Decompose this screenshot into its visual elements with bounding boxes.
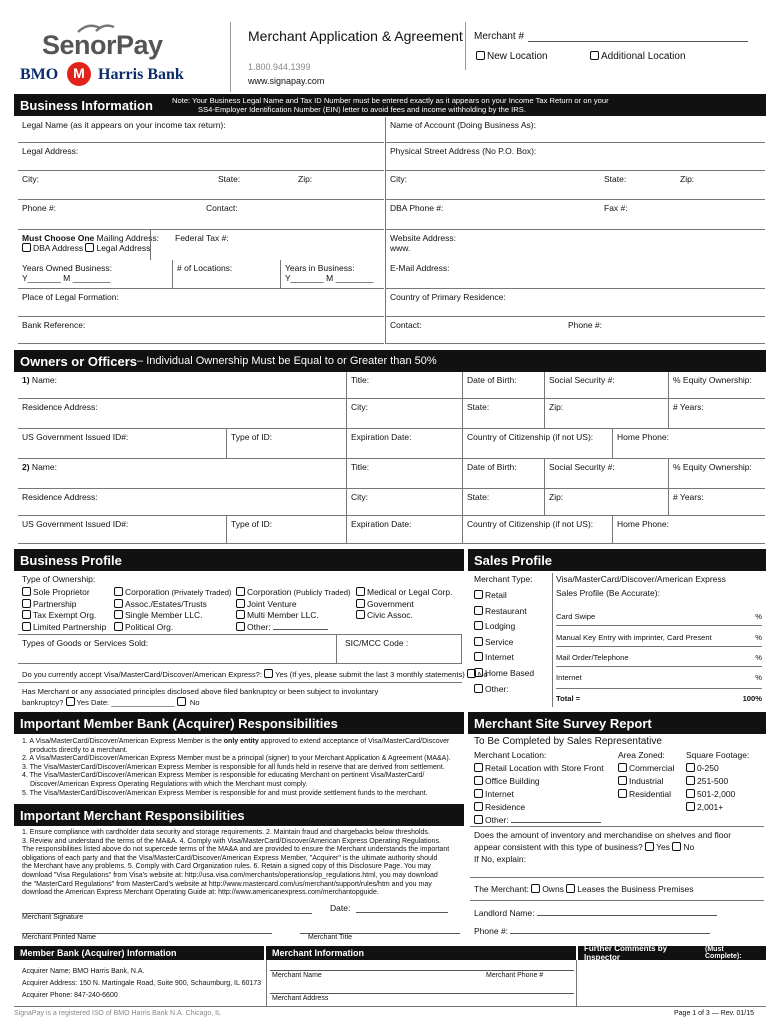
owner1-home-phone[interactable]: Home Phone: [612,429,765,459]
owner2-idtype[interactable]: Type of ID: [226,516,346,544]
owner1-years[interactable]: # Years: [668,399,765,429]
goods-services-field[interactable]: Types of Goods or Services Sold: [18,634,336,664]
square-footage: Square Footage: 0-250 251-500 501-2,000 2,001+ [686,750,750,812]
site-survey-header: Merchant Site Survey Report [468,712,766,734]
bmo-wordmark: BMO [20,66,59,83]
ownership-col-2: Corporation (Privately Traded) Assoc./Estates/Trusts Single Member LLC. Political Org. [114,587,231,633]
harris-bank-wordmark: Harris Bank [98,66,184,83]
comments-box[interactable] [578,960,766,1006]
legal-name-field[interactable]: Legal Name (as it appears on your income tax return): [18,117,384,143]
merchant-name-line[interactable] [270,970,574,971]
merchant-resp-header: Important Merchant Responsibilities [14,804,464,826]
dba-phone-fax-row[interactable]: DBA Phone #: Fax #: [385,200,765,230]
physical-address-field[interactable]: Physical Street Address (No P.O. Box): [385,143,765,171]
owner1-expiration[interactable]: Expiration Date: [346,429,462,459]
business-profile-header: Business Profile [14,549,464,571]
bank-reference-field[interactable]: Bank Reference: [18,317,384,344]
comments-header: Further Comments by Inspector (Must Complete): [578,946,766,960]
merchant-phone-label: Merchant Phone # [486,972,544,979]
senorpay-logo [40,20,170,60]
footer-iso-note: SignaPay is a registered ISO of BMO Harris Bank N.A. Chicago, IL [14,1010,221,1017]
owner2-zip[interactable]: Zip: [544,489,668,516]
business-info-header: Business Information [14,94,766,116]
place-of-formation-field[interactable]: Place of Legal Formation: [18,289,384,317]
owner1-zip[interactable]: Zip: [544,399,668,429]
owner1-idtype[interactable]: Type of ID: [226,429,346,459]
date-field[interactable] [356,912,448,913]
email-field[interactable]: E-Mail Address: [385,260,765,289]
website-field[interactable]: Website Address: www. [385,230,765,260]
phys-city-state-zip-row[interactable]: City: State: Zip: [385,171,765,200]
sales-profile-header: Sales Profile [468,549,766,571]
owner2-title[interactable]: Title: [346,459,462,489]
owner1-dob[interactable]: Date of Birth: [462,372,544,399]
sales-profile-table: Visa/MasterCard/Discover/American Express Sales Profile (Be Accurate): [556,574,726,598]
checkbox[interactable] [22,243,31,252]
owner1-govid[interactable]: US Government Issued ID#: [18,429,226,459]
senorpay-wordmark: SenorPay [42,30,163,60]
sales-row-card-swipe[interactable]: Card Swipe % [556,612,762,626]
premises-question: The Merchant: Owns Leases the Business Premises [474,884,694,894]
merchant-number-field[interactable] [528,41,748,42]
merchant-resp-list: 1. Ensure compliance with cardholder data security and storage requirements. 2. Maintain fraud and chargebacks below thresholds. 3. Review and understand the terms of the MA&A. 4. Comply with Visa/MasterCard/Discover/American Express Operating Regulations. The responsibilities listed above do not supercede terms of the MA&A and are provided to ensure the Merchant understands the important obligations of each party and that the Visa/MasterCard/Discover/American Express Member, "Acquirer" is the ultimate authority should the Merchant have any problems. 5. Comply with Card Organization rules. 6. Retain a signed copy of this Disclosure Page. You may download "Visa Regulations" from Visa's website at: http://usa.visa.com/merchants/operations/op_regulations.html, you may download the "MasterCard Regulations" from MasterCard's website at http://www.mastercard.com/us/merchant/support/rules/htm and you may download the American Express Merchant Operating Guide at: http://www.americanexpress.com/merchantopguide. [22,829,450,897]
website: www.signapay.com [248,76,325,86]
owner2-state[interactable]: State: [462,489,544,516]
merchant-address-line[interactable] [270,993,574,994]
owner2-citizenship[interactable]: Country of Citizenship (if not US): [462,516,612,544]
sales-row-manual-key[interactable]: Manual Key Entry with imprinter, Card Present % [556,633,762,647]
irs-note: Note: Your Business Legal Name and Tax ID Number must be entered exactly as it appears on your Income Tax Return or on your SS4-Employer Identification Number (EIN) letter to avoid fees and income withholding by the IRS. [172,96,609,114]
accept-cards-question: Do you currently accept Visa/MasterCard/Discover/American Express?: Yes (If yes, please submit the last 3 monthly statements) No [22,670,488,679]
merchant-name-label: Merchant Name [272,972,322,979]
inventory-question: Does the amount of inventory and merchandise on shelves and floor appear consistent with this type of business? Yes No If No, explain: [474,830,732,864]
landlord-phone[interactable]: Phone #: [474,926,710,936]
bmo-roundel-icon: M [67,62,91,86]
member-bank-list: 1. A Visa/MasterCard/Discover/American Express Member is the only entity approved to extend acceptance of Visa/MasterCard/Discover products directly to a merchant. 2. A Visa/MasterCard/Discover/American Express Member must be a principal (signer) to your Merchant Application & Agreement (MA&A). 3. The Visa/MasterCard/Discover/American Express Member is responsible for all funds held in reserve that are derived from settlement. 4. The Visa/MasterCard/Discover/American Express Member is responsible for educating Merchant on pertinent Visa/MasterCard/ Discover/American Express Operating Regulations with which the Merchant must comply. 5. The Visa/MasterCard/Discover/American Express Member is responsible for and must provide settlement funds to the merchant. [22,738,451,797]
survey-by: To Be Completed by Sales Representative [474,736,662,747]
bank-contact-field[interactable]: Contact: Phone #: [385,317,765,344]
acquirer-info: Acquirer Name: BMO Harris Bank, N.A. Acquirer Address: 150 N. Martingale Road, Suite 900, Schaumburg, IL 60173 Acquirer Phone: 847-240-6600 [22,968,262,999]
ownership-col-3: Corporation (Publicly Traded) Joint Venture Multi Member LLC. Other: [236,587,351,633]
member-bank-info-header: Member Bank (Acquirer) Information [14,946,264,960]
owner1-residence[interactable]: Residence Address: [18,399,346,429]
ownership-type: Type of Ownership: Sole Proprietor Partnership Tax Exempt Org. Limited Partnership Corporation (Privately Traded) Assoc./Estates/Trusts Single Member LLC. Political Org. Corporation (Publicly Traded) Joint Venture Multi Member LLC. Other: Medical or Legal Corp. Government Civic Assoc. [22,574,453,632]
merchant-title-label: Merchant Title [308,934,352,941]
checkbox[interactable] [476,51,485,60]
merchant-address-label: Merchant Address [272,995,329,1002]
merchant-type: Merchant Type: Retail Restaurant Lodging Service Internet Home Based Other: [474,574,535,694]
ownership-col-4: Medical or Legal Corp. Government Civic Assoc. [356,587,453,622]
checkbox[interactable] [590,51,599,60]
owner1-name[interactable]: 1) Name: [18,372,346,399]
locations-field[interactable]: # of Locations: [172,260,280,289]
owner2-equity[interactable]: % Equity Ownership: [668,459,765,489]
ownership-col-1: Sole Proprietor Partnership Tax Exempt Org. Limited Partnership [22,587,106,633]
federal-tax-field[interactable]: Federal Tax #: [150,230,384,260]
sales-row-internet[interactable]: Internet % [556,673,762,689]
owner2-home-phone[interactable]: Home Phone: [612,516,765,544]
owner1-ssn[interactable]: Social Security #: [544,372,668,399]
merchant-signature-label: Merchant Signature [22,914,84,921]
sales-total: Total = 100% [556,694,762,703]
country-residence-field[interactable]: Country of Primary Residence: [385,289,765,317]
bankruptcy-question: Has Merchant or any associated principles disclosed above filed bankruptcy or been subject to involuntary bankruptcy? Yes Date: _______________ No [22,687,379,707]
legal-address-field[interactable]: Legal Address: [18,143,384,171]
merchant-printed-name-label: Merchant Printed Name [22,934,96,941]
sic-mcc-field[interactable]: SIC/MCC Code : [336,634,462,664]
owner2-expiration[interactable]: Expiration Date: [346,516,462,544]
owner2-ssn[interactable]: Social Security #: [544,459,668,489]
owner2-govid[interactable]: US Government Issued ID#: [18,516,226,544]
years-owned-field[interactable]: Years Owned Business: Y_______ M ________ [18,260,172,289]
owner2-years[interactable]: # Years: [668,489,765,516]
merchant-location: Merchant Location: Retail Location with Store Front Office Building Internet Residence Other: [474,750,604,825]
form-title: Merchant Application & Agreement [248,28,463,44]
owner1-title[interactable]: Title: [346,372,462,399]
city-state-zip-row[interactable]: City: State: Zip: [18,171,384,200]
owner2-city[interactable]: City: [346,489,462,516]
area-zoned: Area Zoned: Commercial Industrial Residential [618,750,675,799]
date-label: Date: [330,903,351,913]
new-location-option[interactable]: New Location [476,51,548,62]
owner2-name[interactable]: 2) Name: [18,459,346,489]
sales-row-mail-order[interactable]: Mail Order/Telephone % [556,653,762,667]
member-bank-header: Important Member Bank (Acquirer) Responsibilities [14,712,464,734]
checkbox[interactable] [85,243,94,252]
owner1-state[interactable]: State: [462,399,544,429]
additional-location-option[interactable]: Additional Location [590,51,686,62]
dba-name-field[interactable]: Name of Account (Doing Business As): [385,117,765,143]
owner2-dob[interactable]: Date of Birth: [462,459,544,489]
owner1-equity[interactable]: % Equity Ownership: [668,372,765,399]
page-number: Page 1 of 3 — Rev. 01/15 [674,1010,755,1017]
owner1-citizenship[interactable]: Country of Citizenship (if not US): [462,429,612,459]
merchant-info-header: Merchant Information [266,946,576,960]
mailing-address-choice[interactable]: Must Choose One Mailing Address: DBA Address Legal Address [22,233,159,253]
years-in-business-field[interactable]: Years in Business: Y_______ M ________ [280,260,384,289]
landlord-name[interactable]: Landlord Name: [474,908,717,918]
merchant-number-label: Merchant # [474,31,525,42]
owner1-city[interactable]: City: [346,399,462,429]
phone-number: 1.800.944.1399 [248,62,311,72]
owners-header: Owners or Officers – Individual Ownership Must be Equal to or Greater than 50% [14,350,766,372]
owner2-residence[interactable]: Residence Address: [18,489,346,516]
phone-contact-row[interactable]: Phone #: Contact: [18,200,384,230]
